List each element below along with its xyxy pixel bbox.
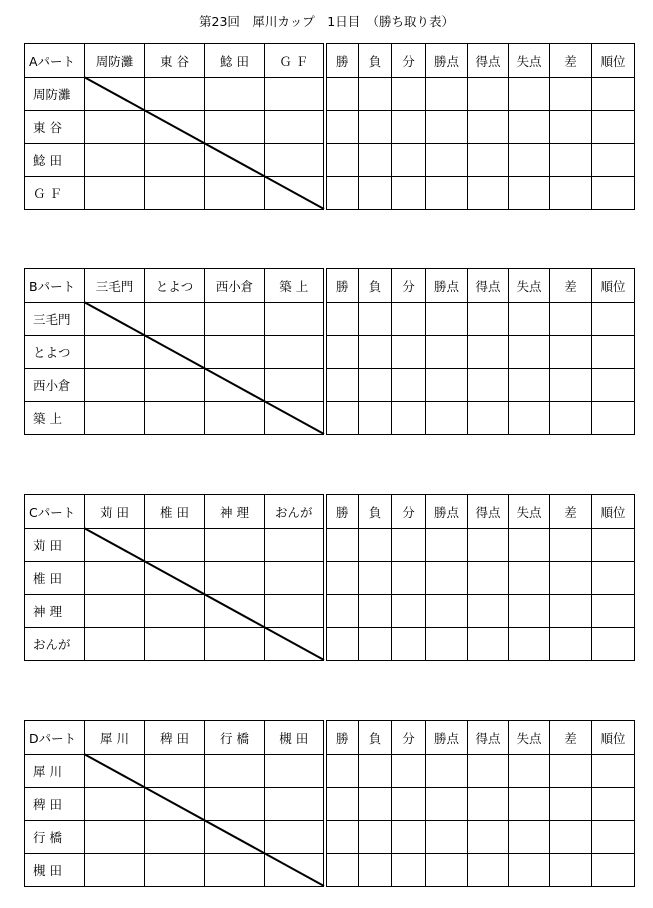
row-team-label: 神 理	[25, 595, 85, 628]
row-team-label: 犀 川	[25, 755, 85, 788]
result-cell[interactable]	[145, 595, 205, 628]
result-cell[interactable]	[265, 821, 325, 854]
result-cell[interactable]	[85, 854, 145, 887]
result-cell[interactable]	[265, 755, 325, 788]
result-cell[interactable]	[205, 755, 265, 788]
stat-cell[interactable]	[550, 402, 592, 435]
stat-cell[interactable]	[325, 788, 359, 821]
result-cell[interactable]	[145, 788, 205, 821]
stat-cell[interactable]	[468, 854, 509, 887]
stat-header: 勝点	[426, 495, 468, 529]
result-cell[interactable]	[205, 78, 265, 111]
stat-cell[interactable]	[359, 529, 392, 562]
stat-cell[interactable]	[325, 854, 359, 887]
result-cell[interactable]	[145, 369, 205, 402]
table-row	[25, 336, 635, 369]
stat-cell[interactable]	[468, 788, 509, 821]
result-cell[interactable]	[265, 854, 325, 887]
row-team-label: 鯰 田	[25, 144, 85, 177]
part-label: Aパート	[25, 44, 85, 78]
stat-cell[interactable]	[359, 111, 392, 144]
table-row	[25, 755, 635, 788]
stat-header: 失点	[509, 44, 550, 78]
stat-header: 勝点	[426, 721, 468, 755]
league-table-2	[24, 268, 635, 435]
stat-cell[interactable]	[468, 402, 509, 435]
stat-cell[interactable]	[359, 821, 392, 854]
stat-header: 差	[550, 721, 592, 755]
result-cell[interactable]	[85, 336, 145, 369]
stat-cell[interactable]	[426, 303, 468, 336]
stat-cell[interactable]	[468, 529, 509, 562]
stat-cell[interactable]	[509, 628, 550, 661]
stat-cell[interactable]	[325, 402, 359, 435]
result-cell[interactable]	[145, 111, 205, 144]
stat-cell[interactable]	[509, 788, 550, 821]
result-cell[interactable]	[205, 144, 265, 177]
stat-cell[interactable]	[468, 336, 509, 369]
stat-cell[interactable]	[426, 788, 468, 821]
stat-cell[interactable]	[592, 144, 635, 177]
result-cell[interactable]	[85, 402, 145, 435]
stat-header: 差	[550, 269, 592, 303]
result-cell[interactable]	[85, 595, 145, 628]
result-cell[interactable]	[85, 562, 145, 595]
result-cell[interactable]	[85, 78, 145, 111]
result-cell[interactable]	[205, 821, 265, 854]
stat-cell[interactable]	[359, 369, 392, 402]
stat-cell[interactable]	[592, 562, 635, 595]
table-row	[25, 144, 635, 177]
table-row	[25, 562, 635, 595]
result-cell[interactable]	[265, 788, 325, 821]
stat-cell[interactable]	[426, 78, 468, 111]
stat-cell[interactable]	[592, 854, 635, 887]
stat-header: 分	[392, 269, 426, 303]
stat-cell[interactable]	[550, 369, 592, 402]
stat-cell[interactable]	[392, 562, 426, 595]
stat-cell[interactable]	[550, 336, 592, 369]
row-team-label: 苅 田	[25, 529, 85, 562]
row-team-label: とよつ	[25, 336, 85, 369]
column-team-header: 椎 田	[145, 495, 205, 529]
league-table-1	[24, 43, 635, 210]
result-cell[interactable]	[145, 529, 205, 562]
stat-cell[interactable]	[592, 303, 635, 336]
result-cell[interactable]	[205, 111, 265, 144]
stat-cell[interactable]	[426, 628, 468, 661]
result-cell[interactable]	[205, 369, 265, 402]
stat-header: 分	[392, 44, 426, 78]
table-row	[25, 111, 635, 144]
stat-cell[interactable]	[426, 755, 468, 788]
stat-cell[interactable]	[359, 78, 392, 111]
row-team-label: 東 谷	[25, 111, 85, 144]
result-cell[interactable]	[205, 628, 265, 661]
table-row	[25, 788, 635, 821]
stat-header: 勝点	[426, 44, 468, 78]
stat-header: 分	[392, 721, 426, 755]
stat-cell[interactable]	[325, 595, 359, 628]
row-team-label: 西小倉	[25, 369, 85, 402]
stat-cell[interactable]	[592, 755, 635, 788]
stat-cell[interactable]	[592, 788, 635, 821]
stat-cell[interactable]	[392, 755, 426, 788]
stat-header: 勝	[325, 44, 359, 78]
result-cell[interactable]	[265, 369, 325, 402]
stat-cell[interactable]	[468, 177, 509, 210]
result-cell[interactable]	[265, 628, 325, 661]
stat-cell[interactable]	[550, 78, 592, 111]
table-row	[25, 177, 635, 210]
stat-cell[interactable]	[592, 111, 635, 144]
stat-cell[interactable]	[550, 595, 592, 628]
stat-cell[interactable]	[509, 78, 550, 111]
result-cell[interactable]	[265, 562, 325, 595]
stat-cell[interactable]	[426, 854, 468, 887]
stat-cell[interactable]	[426, 402, 468, 435]
stat-header: 得点	[468, 495, 509, 529]
table-row	[25, 78, 635, 111]
stat-cell[interactable]	[325, 369, 359, 402]
stat-cell[interactable]	[509, 336, 550, 369]
stat-cell[interactable]	[509, 529, 550, 562]
stat-cell[interactable]	[592, 529, 635, 562]
stat-cell[interactable]	[592, 369, 635, 402]
stat-header: 得点	[468, 721, 509, 755]
stat-cell[interactable]	[509, 562, 550, 595]
stat-cell[interactable]	[325, 111, 359, 144]
stat-cell[interactable]	[426, 529, 468, 562]
column-team-header: 行 橋	[205, 721, 265, 755]
stat-header: 負	[359, 44, 392, 78]
stat-header: 得点	[468, 44, 509, 78]
stat-cell[interactable]	[359, 854, 392, 887]
row-team-label: 三毛門	[25, 303, 85, 336]
column-team-header: 神 理	[205, 495, 265, 529]
stat-cell[interactable]	[325, 755, 359, 788]
stat-cell[interactable]	[392, 336, 426, 369]
result-cell[interactable]	[265, 78, 325, 111]
stat-header: 順位	[592, 721, 635, 755]
row-team-label: 椎 田	[25, 562, 85, 595]
column-team-header: 槻 田	[265, 721, 325, 755]
stat-cell[interactable]	[392, 854, 426, 887]
table-row	[25, 854, 635, 887]
stat-cell[interactable]	[392, 144, 426, 177]
stat-header: 差	[550, 495, 592, 529]
table-row	[25, 628, 635, 661]
stat-cell[interactable]	[592, 402, 635, 435]
column-team-header: 犀 川	[85, 721, 145, 755]
stat-cell[interactable]	[592, 78, 635, 111]
row-team-label: 稗 田	[25, 788, 85, 821]
result-cell[interactable]	[145, 821, 205, 854]
result-cell[interactable]	[145, 755, 205, 788]
column-team-header: おんが	[265, 495, 325, 529]
result-cell[interactable]	[205, 788, 265, 821]
stat-cell[interactable]	[509, 854, 550, 887]
result-cell[interactable]	[85, 788, 145, 821]
result-cell[interactable]	[85, 144, 145, 177]
stat-cell[interactable]	[550, 628, 592, 661]
stat-cell[interactable]	[325, 177, 359, 210]
stat-header: 順位	[592, 44, 635, 78]
stat-cell[interactable]	[592, 628, 635, 661]
stat-cell[interactable]	[392, 402, 426, 435]
stat-cell[interactable]	[359, 562, 392, 595]
stat-cell[interactable]	[550, 788, 592, 821]
result-cell[interactable]	[85, 303, 145, 336]
stat-cell[interactable]	[592, 336, 635, 369]
stat-cell[interactable]	[325, 303, 359, 336]
stat-cell[interactable]	[550, 177, 592, 210]
result-cell[interactable]	[85, 369, 145, 402]
table-row	[25, 821, 635, 854]
result-cell[interactable]	[85, 529, 145, 562]
stat-header: 負	[359, 269, 392, 303]
stat-cell[interactable]	[550, 562, 592, 595]
stat-cell[interactable]	[509, 111, 550, 144]
stat-cell[interactable]	[325, 144, 359, 177]
table-row	[25, 402, 635, 435]
stat-cell[interactable]	[550, 755, 592, 788]
stat-header: 勝	[325, 269, 359, 303]
stat-cell[interactable]	[509, 821, 550, 854]
stat-cell[interactable]	[325, 529, 359, 562]
stat-header: 負	[359, 721, 392, 755]
result-cell[interactable]	[265, 144, 325, 177]
stat-cell[interactable]	[468, 369, 509, 402]
stat-cell[interactable]	[468, 755, 509, 788]
stat-cell[interactable]	[426, 144, 468, 177]
stat-cell[interactable]	[392, 111, 426, 144]
stat-cell[interactable]	[426, 595, 468, 628]
result-cell[interactable]	[145, 854, 205, 887]
result-cell[interactable]	[205, 562, 265, 595]
part-label: Bパート	[25, 269, 85, 303]
league-table-3	[24, 494, 635, 661]
result-cell[interactable]	[205, 529, 265, 562]
stat-cell[interactable]	[426, 111, 468, 144]
stat-cell[interactable]	[550, 111, 592, 144]
stat-cell[interactable]	[592, 595, 635, 628]
row-team-label: Ｇ Ｆ	[25, 177, 85, 210]
stat-cell[interactable]	[509, 595, 550, 628]
stat-cell[interactable]	[509, 144, 550, 177]
stat-cell[interactable]	[592, 177, 635, 210]
stat-header: 順位	[592, 495, 635, 529]
part-label: Cパート	[25, 495, 85, 529]
row-team-label: 行 橋	[25, 821, 85, 854]
stat-cell[interactable]	[468, 821, 509, 854]
result-cell[interactable]	[85, 755, 145, 788]
stat-header: 勝点	[426, 269, 468, 303]
stat-header: 勝	[325, 495, 359, 529]
result-cell[interactable]	[85, 177, 145, 210]
result-cell[interactable]	[265, 177, 325, 210]
row-team-label: おんが	[25, 628, 85, 661]
stat-header: 勝	[325, 721, 359, 755]
result-cell[interactable]	[265, 402, 325, 435]
table-row	[25, 303, 635, 336]
stat-header: 得点	[468, 269, 509, 303]
stat-cell[interactable]	[509, 369, 550, 402]
table-header-row	[25, 721, 635, 755]
stat-cell[interactable]	[392, 177, 426, 210]
part-label: Dパート	[25, 721, 85, 755]
result-cell[interactable]	[85, 111, 145, 144]
result-cell[interactable]	[205, 595, 265, 628]
stat-cell[interactable]	[550, 529, 592, 562]
result-cell[interactable]	[145, 303, 205, 336]
stat-cell[interactable]	[359, 788, 392, 821]
page-title: 第23回 犀川カップ 1日目 （勝ち取り表）	[199, 14, 454, 29]
stat-cell[interactable]	[509, 303, 550, 336]
table-header-row	[25, 269, 635, 303]
column-team-header: 築 上	[265, 269, 325, 303]
stat-cell[interactable]	[550, 854, 592, 887]
stat-cell[interactable]	[509, 402, 550, 435]
column-team-header: 東 谷	[145, 44, 205, 78]
stat-cell[interactable]	[359, 402, 392, 435]
table-header-row	[25, 44, 635, 78]
stat-cell[interactable]	[359, 755, 392, 788]
stat-cell[interactable]	[392, 78, 426, 111]
stat-cell[interactable]	[392, 628, 426, 661]
result-cell[interactable]	[205, 303, 265, 336]
result-cell[interactable]	[145, 336, 205, 369]
result-cell[interactable]	[265, 111, 325, 144]
column-team-header: Ｇ Ｆ	[265, 44, 325, 78]
stat-cell[interactable]	[468, 144, 509, 177]
stat-cell[interactable]	[426, 369, 468, 402]
stat-header: 失点	[509, 495, 550, 529]
stat-cell[interactable]	[325, 336, 359, 369]
result-cell[interactable]	[205, 177, 265, 210]
table-row	[25, 369, 635, 402]
stat-header: 失点	[509, 269, 550, 303]
table-header-row	[25, 495, 635, 529]
stat-cell[interactable]	[325, 562, 359, 595]
table-row	[25, 595, 635, 628]
stat-cell[interactable]	[509, 177, 550, 210]
stat-header: 失点	[509, 721, 550, 755]
stat-cell[interactable]	[550, 821, 592, 854]
stat-cell[interactable]	[426, 821, 468, 854]
stat-cell[interactable]	[468, 562, 509, 595]
stat-cell[interactable]	[392, 303, 426, 336]
stat-cell[interactable]	[392, 529, 426, 562]
row-team-label: 槻 田	[25, 854, 85, 887]
stat-header: 負	[359, 495, 392, 529]
table-row	[25, 529, 635, 562]
stat-cell[interactable]	[325, 78, 359, 111]
stat-cell[interactable]	[426, 177, 468, 210]
stat-cell[interactable]	[468, 303, 509, 336]
result-cell[interactable]	[265, 303, 325, 336]
stat-cell[interactable]	[359, 628, 392, 661]
stat-cell[interactable]	[509, 755, 550, 788]
result-cell[interactable]	[265, 595, 325, 628]
stat-cell[interactable]	[392, 595, 426, 628]
result-cell[interactable]	[145, 628, 205, 661]
result-cell[interactable]	[85, 821, 145, 854]
column-team-header: 周防灘	[85, 44, 145, 78]
stat-cell[interactable]	[426, 336, 468, 369]
stat-cell[interactable]	[325, 628, 359, 661]
column-team-header: 稗 田	[145, 721, 205, 755]
stat-cell[interactable]	[359, 303, 392, 336]
column-team-header: 苅 田	[85, 495, 145, 529]
result-cell[interactable]	[205, 402, 265, 435]
stat-cell[interactable]	[468, 628, 509, 661]
result-cell[interactable]	[145, 562, 205, 595]
league-table-4	[24, 720, 635, 887]
column-team-header: 鯰 田	[205, 44, 265, 78]
stat-cell[interactable]	[392, 369, 426, 402]
stat-cell[interactable]	[392, 788, 426, 821]
stat-cell[interactable]	[468, 595, 509, 628]
column-team-header: とよつ	[145, 269, 205, 303]
stat-header: 差	[550, 44, 592, 78]
stat-cell[interactable]	[468, 111, 509, 144]
stat-cell[interactable]	[359, 177, 392, 210]
stat-cell[interactable]	[359, 595, 392, 628]
stat-cell[interactable]	[468, 78, 509, 111]
row-team-label: 周防灘	[25, 78, 85, 111]
column-team-header: 三毛門	[85, 269, 145, 303]
result-cell[interactable]	[145, 144, 205, 177]
stat-header: 順位	[592, 269, 635, 303]
stat-cell[interactable]	[550, 144, 592, 177]
stat-header: 分	[392, 495, 426, 529]
row-team-label: 築 上	[25, 402, 85, 435]
stat-cell[interactable]	[359, 336, 392, 369]
result-cell[interactable]	[205, 336, 265, 369]
result-cell[interactable]	[85, 628, 145, 661]
stat-cell[interactable]	[359, 144, 392, 177]
result-cell[interactable]	[145, 402, 205, 435]
result-cell[interactable]	[205, 854, 265, 887]
stat-cell[interactable]	[392, 821, 426, 854]
stat-cell[interactable]	[592, 821, 635, 854]
stat-cell[interactable]	[325, 821, 359, 854]
result-cell[interactable]	[145, 78, 205, 111]
result-cell[interactable]	[145, 177, 205, 210]
stat-cell[interactable]	[426, 562, 468, 595]
result-cell[interactable]	[265, 336, 325, 369]
column-team-header: 西小倉	[205, 269, 265, 303]
result-cell[interactable]	[265, 529, 325, 562]
stat-cell[interactable]	[550, 303, 592, 336]
